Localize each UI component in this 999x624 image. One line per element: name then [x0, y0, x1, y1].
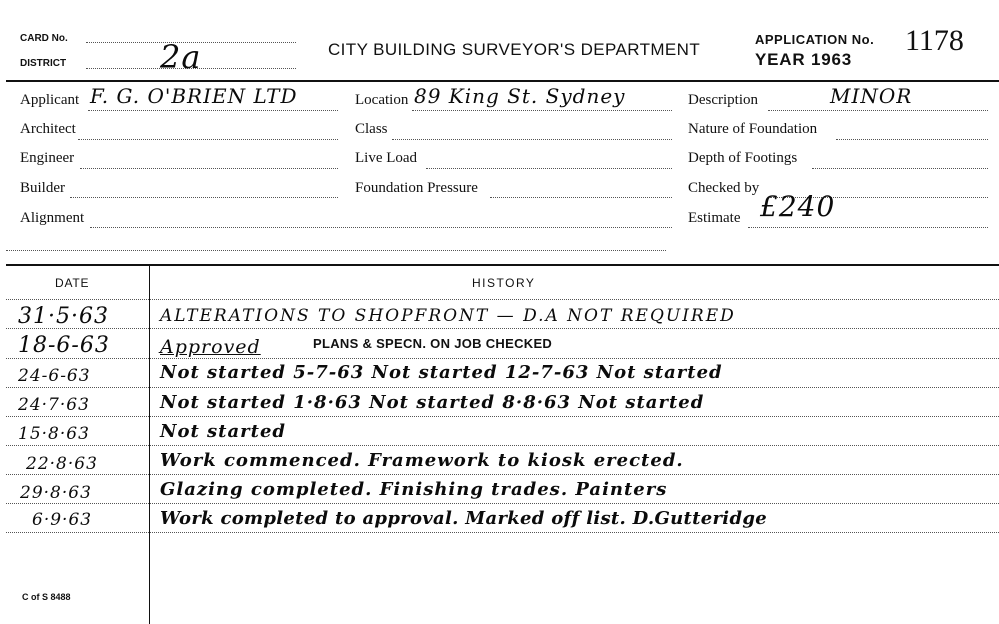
depth-dots — [812, 168, 988, 169]
class-dots — [392, 139, 672, 140]
year-label: YEAR 1963 — [755, 50, 852, 69]
history-line-5 — [6, 445, 999, 446]
history-line-4 — [6, 416, 999, 417]
application-number: 1178 — [905, 24, 964, 57]
history-date: 15·8·63 — [18, 424, 90, 444]
engineer-label: Engineer — [20, 150, 75, 166]
card-no-label: CARD No. — [20, 33, 68, 44]
estimate-dots — [748, 227, 988, 228]
header-rule — [6, 80, 999, 82]
estimate-label: Estimate — [688, 210, 741, 226]
live-load-label: Live Load — [355, 150, 418, 166]
checked-by-label: Checked by — [688, 180, 760, 196]
history-entry: Work completed to approval. Marked off list. D.Gutteridge — [160, 508, 767, 529]
history-entry: Approved — [160, 336, 261, 358]
history-entry: Glazing completed. Finishing trades. Painters — [160, 479, 668, 500]
depth-of-footings-label: Depth of Footings — [688, 150, 798, 166]
description-value: MINOR — [830, 84, 913, 108]
history-entry: Not started 1·8·63 Not started 8·8·63 Not started — [160, 392, 705, 413]
history-date: 24·7·63 — [18, 395, 90, 415]
history-date: 29·8·63 — [20, 483, 92, 503]
applicant-value: F. G. O'BRIEN LTD — [90, 84, 298, 108]
applicant-dots — [88, 110, 338, 111]
history-entry: ALTERATIONS TO SHOPFRONT — D.A NOT REQUIRED — [160, 306, 736, 326]
nature-of-foundation-label: Nature of Foundation — [688, 121, 818, 137]
architect-dots — [78, 139, 338, 140]
history-line-1 — [6, 328, 999, 329]
history-date: 24-6-63 — [18, 366, 91, 386]
history-header: HISTORY — [472, 276, 536, 290]
class-label: Class — [355, 121, 388, 137]
location-dots — [412, 110, 672, 111]
builder-dots — [70, 197, 338, 198]
history-line-7 — [6, 503, 999, 504]
history-top-rule — [6, 264, 999, 266]
builder-label: Builder — [20, 180, 65, 196]
applicant-label: Applicant — [20, 92, 80, 108]
history-line-0 — [6, 299, 999, 300]
history-date: 31·5·63 — [18, 304, 109, 329]
date-header: DATE — [55, 276, 90, 290]
pressure-dots — [490, 197, 672, 198]
department-title: CITY BUILDING SURVEYOR'S DEPARTMENT — [328, 40, 701, 59]
estimate-value: £240 — [760, 190, 836, 223]
checked-stamp: PLANS & SPECN. ON JOB CHECKED — [313, 336, 553, 351]
history-entry: Not started — [160, 421, 286, 442]
district-label: DISTRICT — [20, 58, 67, 69]
location-label: Location — [355, 92, 409, 108]
live-load-dots — [426, 168, 672, 169]
application-label: APPLICATION No. — [755, 32, 875, 47]
foundation-pressure-label: Foundation Pressure — [355, 180, 478, 196]
form-code: C of S 8488 — [22, 592, 71, 602]
description-dots — [768, 110, 988, 111]
architect-label: Architect — [20, 121, 76, 137]
alignment-label: Alignment — [20, 210, 85, 226]
location-value: 89 King St. Sydney — [414, 84, 626, 108]
description-label: Description — [688, 92, 758, 108]
history-entry: Work commenced. Framework to kiosk erected. — [160, 450, 684, 471]
history-date: 22·8·63 — [26, 454, 98, 474]
nature-dots — [836, 139, 988, 140]
history-line-3 — [6, 387, 999, 388]
history-line-2 — [6, 358, 999, 359]
engineer-dots — [80, 168, 338, 169]
history-line-6 — [6, 474, 999, 475]
alignment-dots — [90, 227, 672, 228]
history-date: 6·9·63 — [32, 510, 93, 530]
history-line-8 — [6, 532, 999, 533]
fields-bottom-dots — [6, 250, 666, 251]
history-entry: Not started 5-7-63 Not started 12-7-63 Not started — [160, 362, 723, 383]
district-value: 2a — [160, 38, 202, 76]
history-date: 18-6-63 — [18, 333, 110, 358]
